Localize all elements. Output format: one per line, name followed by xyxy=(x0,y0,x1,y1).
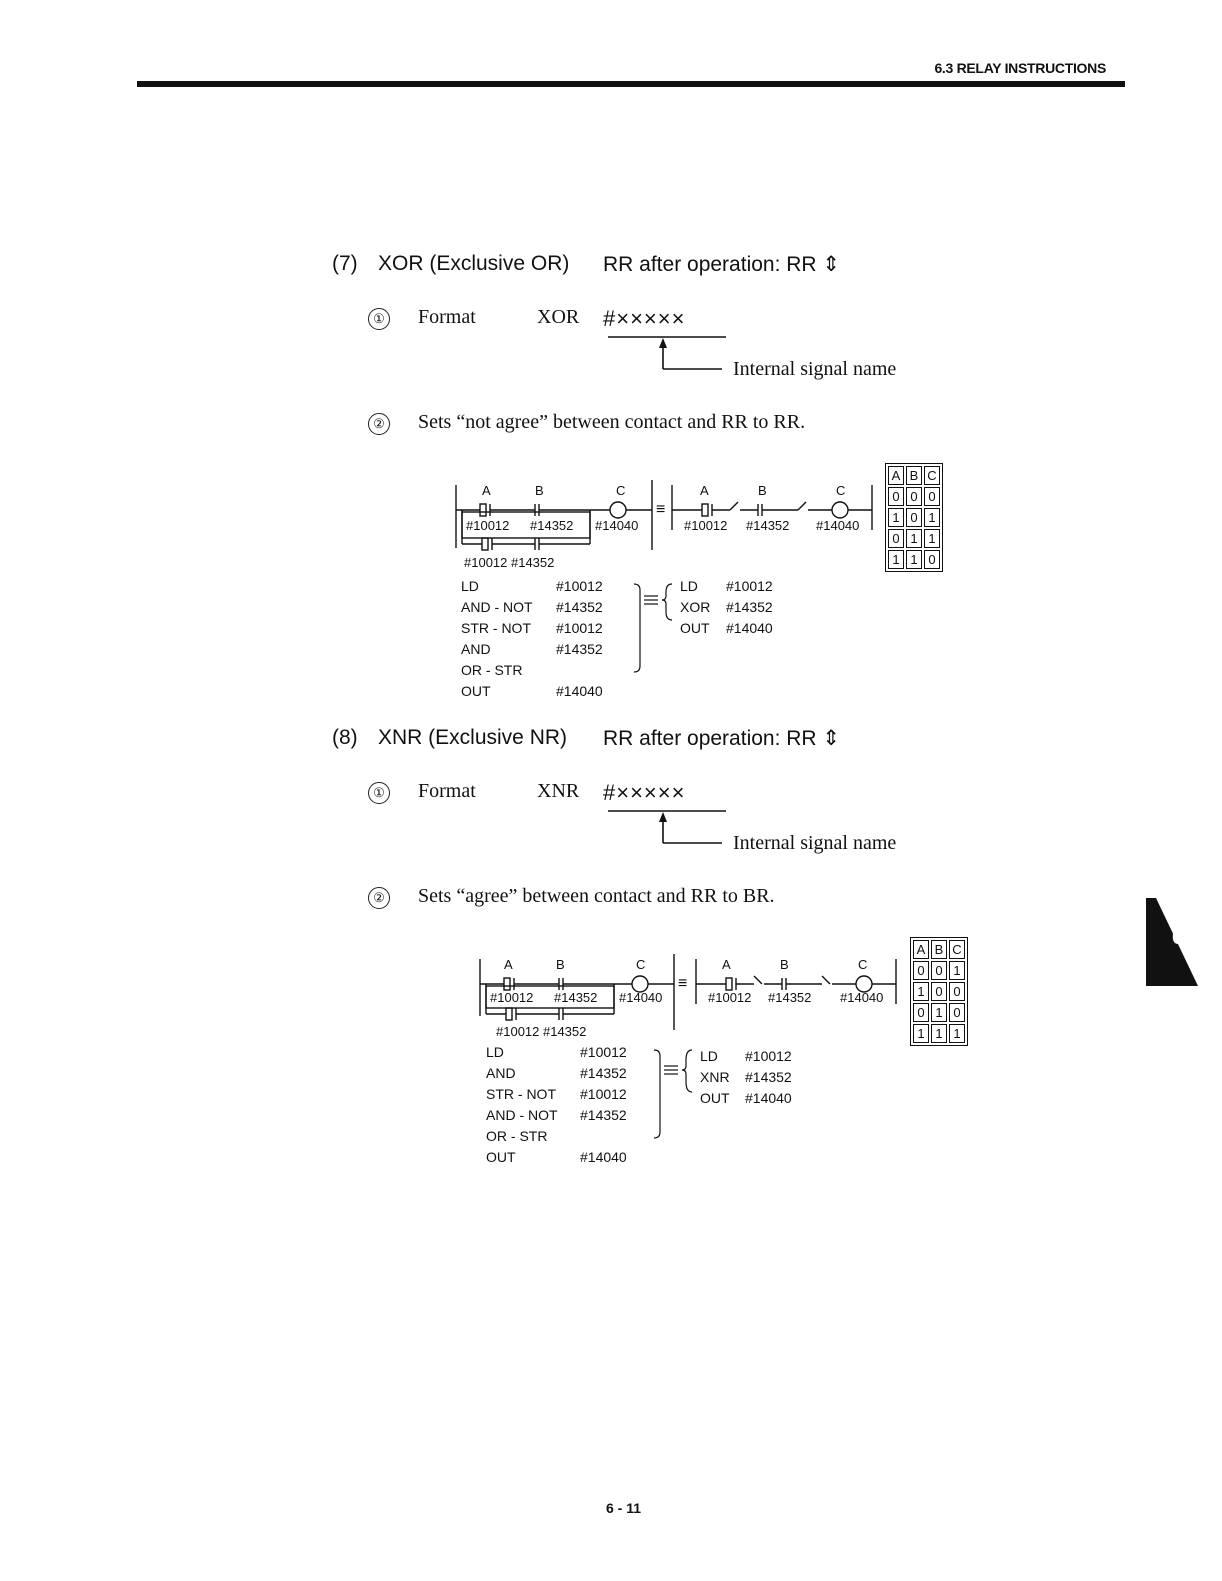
section-title: XNR (Exclusive NR) xyxy=(378,726,568,749)
opcode: XNR xyxy=(700,1069,730,1085)
truth-cell: 1 xyxy=(888,508,904,527)
step-number: ② xyxy=(368,887,390,909)
truth-cell: 0 xyxy=(913,1003,929,1022)
operand: #10012 xyxy=(745,1048,792,1064)
operand: #10012 xyxy=(556,578,603,594)
truth-header: A xyxy=(888,466,904,485)
truth-header: A xyxy=(913,940,929,959)
coil-label-c: C xyxy=(858,957,868,972)
truth-cell: 0 xyxy=(924,550,940,569)
opcode: STR - NOT xyxy=(461,620,531,636)
opcode: XOR xyxy=(680,599,711,615)
operand: #10012 xyxy=(726,578,773,594)
step-description: Sets “not agree” between contact and RR to RR. xyxy=(418,411,806,433)
operand: #10012 xyxy=(580,1086,627,1102)
contact-label-b: B xyxy=(556,957,565,972)
operand-pointer-icon xyxy=(600,804,740,852)
step-description: Sets “agree” between contact and RR to BR. xyxy=(418,885,775,907)
coil-address: #14040 xyxy=(840,990,884,1005)
ladder-diagram-xor xyxy=(440,470,910,580)
contact-label-a: A xyxy=(722,957,731,972)
opcode: OUT xyxy=(700,1090,730,1106)
opcode: OUT xyxy=(680,620,710,636)
truth-cell: 1 xyxy=(913,982,929,1001)
truth-cell: 0 xyxy=(888,487,904,506)
truth-cell: 1 xyxy=(913,1024,929,1043)
contact-address-a: #10012 xyxy=(490,990,534,1005)
truth-header: B xyxy=(931,940,947,959)
format-operand: #××××× xyxy=(603,306,686,331)
contact-address-b: #14352 xyxy=(530,518,574,533)
truth-cell: 1 xyxy=(906,529,922,548)
operand: #14352 xyxy=(745,1069,792,1085)
equivalence-symbol: ≡ xyxy=(678,975,688,992)
truth-header: B xyxy=(906,466,922,485)
truth-cell: 1 xyxy=(924,529,940,548)
program-listing-right xyxy=(700,1046,792,1109)
operand: #14352 xyxy=(556,599,603,615)
contact-address-b: #14352 xyxy=(554,990,598,1005)
operand: #14352 xyxy=(580,1065,627,1081)
truth-cell: 0 xyxy=(906,487,922,506)
coil-label-c: C xyxy=(616,483,626,498)
operand: #14352 xyxy=(556,641,603,657)
operand: #14040 xyxy=(556,683,603,699)
coil-label-c: C xyxy=(836,483,846,498)
opcode: LD xyxy=(461,578,479,594)
internal-signal-label: Internal signal name xyxy=(733,832,897,854)
format-operand: #××××× xyxy=(603,780,686,805)
opcode: OUT xyxy=(461,683,491,699)
running-header: 6.3 RELAY INSTRUCTIONS xyxy=(934,60,1106,76)
coil-address: #14040 xyxy=(619,990,663,1005)
opcode: LD xyxy=(486,1044,504,1060)
equivalence-symbol: ≡ xyxy=(656,501,666,518)
operand: #14040 xyxy=(726,620,773,636)
step-number: ① xyxy=(368,308,390,330)
opcode: STR - NOT xyxy=(486,1086,556,1102)
branch-addresses: #10012 #14352 xyxy=(496,1024,587,1039)
contact-address-a: #10012 xyxy=(466,518,510,533)
page-number: 6 - 11 xyxy=(606,1500,642,1516)
equivalence-brace-icon xyxy=(648,1046,698,1146)
operand: #14352 xyxy=(726,599,773,615)
header-rule xyxy=(137,81,1125,87)
truth-cell: 1 xyxy=(906,550,922,569)
contact-label-b: B xyxy=(758,483,767,498)
truth-table-xnr xyxy=(910,937,968,1046)
ladder-diagram-xnr xyxy=(464,944,934,1046)
operand: #10012 xyxy=(580,1044,627,1060)
truth-cell: 1 xyxy=(924,508,940,527)
internal-signal-label: Internal signal name xyxy=(733,358,897,380)
truth-cell: 0 xyxy=(949,982,965,1001)
operand: #14040 xyxy=(745,1090,792,1106)
truth-cell: 1 xyxy=(888,550,904,569)
rr-after-operation: RR after operation: RR ⇕ xyxy=(603,727,841,750)
coil-address: #14040 xyxy=(816,518,860,533)
section-number: (7) xyxy=(332,252,358,275)
truth-table-xor xyxy=(885,463,943,572)
contact-label-a: A xyxy=(700,483,709,498)
truth-cell: 1 xyxy=(931,1024,947,1043)
truth-cell: 1 xyxy=(949,1024,965,1043)
format-label: Format xyxy=(418,306,476,328)
program-listing-left xyxy=(461,576,603,702)
opcode: OUT xyxy=(486,1149,516,1165)
coil-address: #14040 xyxy=(595,518,639,533)
branch-addresses: #10012 #14352 xyxy=(464,555,555,570)
truth-cell: 0 xyxy=(906,508,922,527)
program-listing-right xyxy=(680,576,773,639)
opcode: LD xyxy=(700,1048,718,1064)
coil-label-c: C xyxy=(636,957,646,972)
opcode: AND - NOT xyxy=(486,1107,558,1123)
chapter-tab-marker xyxy=(1146,898,1198,986)
format-opcode: XNR xyxy=(537,780,580,802)
truth-cell: 1 xyxy=(931,1003,947,1022)
operand: #14352 xyxy=(580,1107,627,1123)
contact-label-a: A xyxy=(482,483,491,498)
step-number: ① xyxy=(368,782,390,804)
truth-cell: 0 xyxy=(931,961,947,980)
operand: #10012 xyxy=(556,620,603,636)
operand: #14040 xyxy=(580,1149,627,1165)
program-listing-left xyxy=(486,1042,627,1168)
section-number: (8) xyxy=(332,726,358,749)
opcode: OR - STR xyxy=(486,1128,548,1144)
section-title: XOR (Exclusive OR) xyxy=(378,252,570,275)
truth-cell: 0 xyxy=(888,529,904,548)
format-label: Format xyxy=(418,780,476,802)
equivalence-brace-icon xyxy=(628,580,678,680)
contact-address-a: #10012 xyxy=(708,990,752,1005)
contact-address-b: #14352 xyxy=(746,518,790,533)
opcode: LD xyxy=(680,578,698,594)
chapter-tab-label: 6 xyxy=(1172,924,1185,949)
contact-label-b: B xyxy=(780,957,789,972)
contact-label-b: B xyxy=(535,483,544,498)
contact-label-a: A xyxy=(504,957,513,972)
truth-header: C xyxy=(924,466,940,485)
format-opcode: XOR xyxy=(537,306,580,328)
truth-cell: 0 xyxy=(924,487,940,506)
opcode: AND - NOT xyxy=(461,599,533,615)
operand-pointer-icon xyxy=(600,330,740,378)
opcode: AND xyxy=(461,641,491,657)
opcode: AND xyxy=(486,1065,516,1081)
truth-cell: 0 xyxy=(949,1003,965,1022)
step-number: ② xyxy=(368,413,390,435)
opcode: OR - STR xyxy=(461,662,523,678)
truth-cell: 1 xyxy=(949,961,965,980)
contact-address-b: #14352 xyxy=(768,990,812,1005)
truth-cell: 0 xyxy=(931,982,947,1001)
rr-after-operation: RR after operation: RR ⇕ xyxy=(603,253,841,276)
truth-cell: 0 xyxy=(913,961,929,980)
contact-address-a: #10012 xyxy=(684,518,728,533)
truth-header: C xyxy=(949,940,965,959)
